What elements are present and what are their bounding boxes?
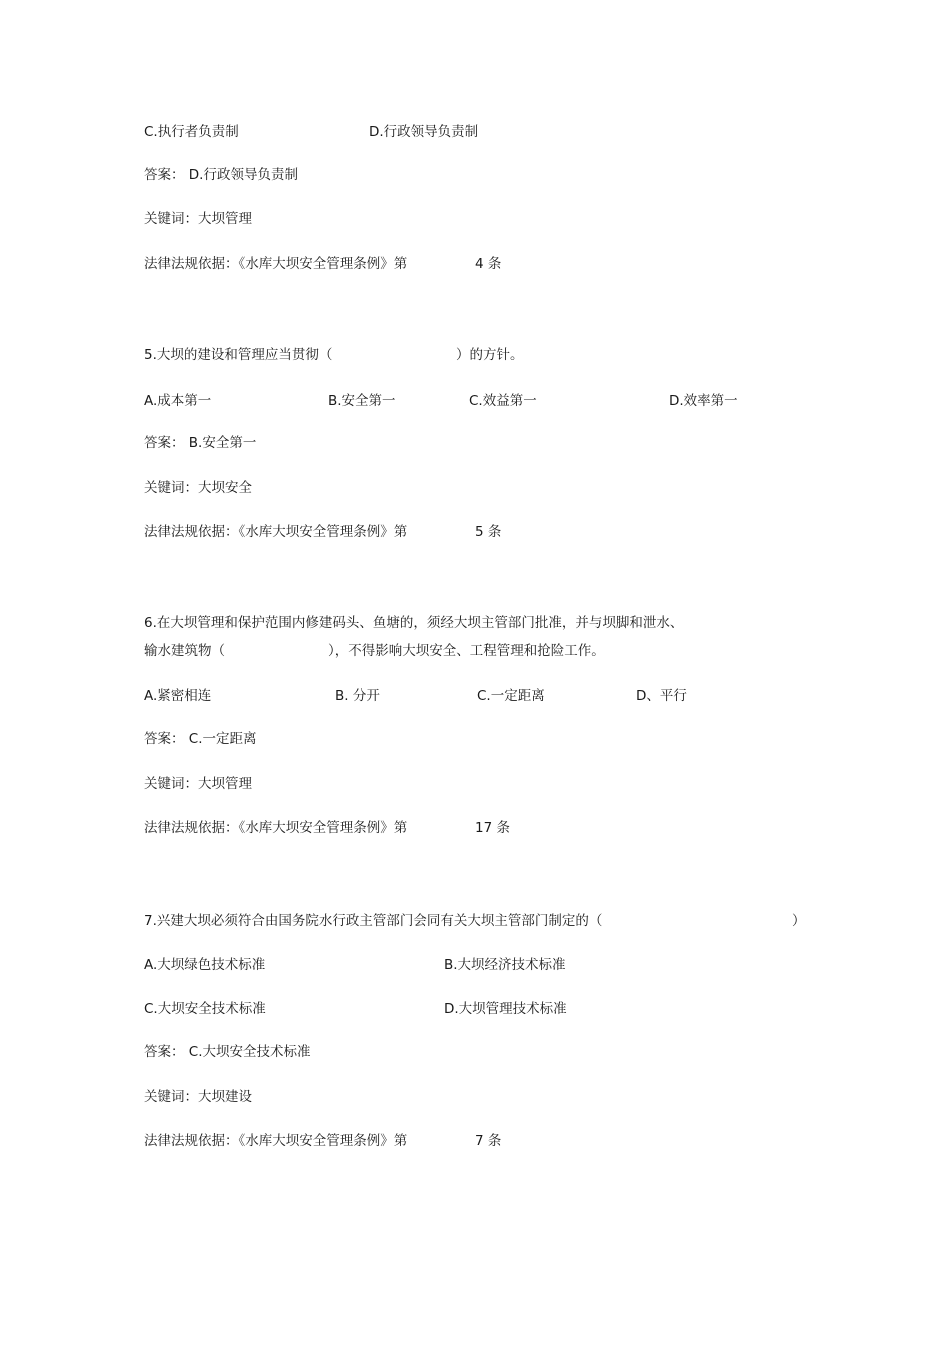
q6-option-b: B. 分开 bbox=[335, 688, 380, 704]
q6-option-a: A.紧密相连 bbox=[144, 688, 212, 704]
q6-option-d: D、平行 bbox=[636, 688, 687, 704]
q4-keyword: 关键词：大坝管理 bbox=[144, 211, 252, 227]
q6-question-line2: 输水建筑物（ bbox=[144, 643, 225, 659]
q7-option-c: C.大坝安全技术标准 bbox=[144, 1001, 266, 1017]
q5-question: 5.大坝的建设和管理应当贯彻（ bbox=[144, 347, 333, 363]
q6-question-line2-suffix: ），不得影响大坝安全、工程管理和抢险工作。 bbox=[328, 643, 605, 659]
q4-option-c: C.执行者负责制 bbox=[144, 124, 239, 140]
q4-law-basis: 法律法规依据：《水库大坝安全管理条例》第 bbox=[144, 256, 408, 272]
q5-question-suffix: ）的方针。 bbox=[456, 347, 524, 363]
q7-option-d: D.大坝管理技术标准 bbox=[444, 1001, 567, 1017]
q6-option-c: C.一定距离 bbox=[477, 688, 545, 704]
q6-law-basis: 法律法规依据：《水库大坝安全管理条例》第 bbox=[144, 820, 408, 836]
q5-law-article: 5 条 bbox=[475, 524, 502, 540]
q7-answer: 答案： C.大坝安全技术标准 bbox=[144, 1044, 311, 1060]
q4-option-d: D.行政领导负责制 bbox=[369, 124, 479, 140]
q5-answer: 答案： B.安全第一 bbox=[144, 435, 257, 451]
q5-option-c: C.效益第一 bbox=[469, 393, 537, 409]
q7-keyword: 关键词：大坝建设 bbox=[144, 1089, 252, 1105]
q4-law-article: 4 条 bbox=[475, 256, 502, 272]
q6-answer: 答案： C.一定距离 bbox=[144, 731, 257, 747]
q4-answer: 答案： D.行政领导负责制 bbox=[144, 167, 298, 183]
q7-question-suffix: ） bbox=[792, 913, 806, 929]
q5-option-d: D.效率第一 bbox=[669, 393, 738, 409]
q6-keyword: 关键词：大坝管理 bbox=[144, 776, 252, 792]
q7-option-b: B.大坝经济技术标准 bbox=[444, 957, 566, 973]
q5-law-basis: 法律法规依据：《水库大坝安全管理条例》第 bbox=[144, 524, 408, 540]
q7-law-basis: 法律法规依据：《水库大坝安全管理条例》第 bbox=[144, 1133, 408, 1149]
q7-law-article: 7 条 bbox=[475, 1133, 502, 1149]
q6-law-article: 17 条 bbox=[475, 820, 510, 836]
q5-keyword: 关键词：大坝安全 bbox=[144, 480, 252, 496]
q5-option-b: B.安全第一 bbox=[328, 393, 396, 409]
q6-question-line1: 6.在大坝管理和保护范围内修建码头、鱼塘的，须经大坝主管部门批准，并与坝脚和泄水、 bbox=[144, 615, 684, 631]
q7-question: 7.兴建大坝必须符合由国务院水行政主管部门会同有关大坝主管部门制定的（ bbox=[144, 913, 603, 929]
q7-option-a: A.大坝绿色技术标准 bbox=[144, 957, 266, 973]
q5-option-a: A.成本第一 bbox=[144, 393, 212, 409]
